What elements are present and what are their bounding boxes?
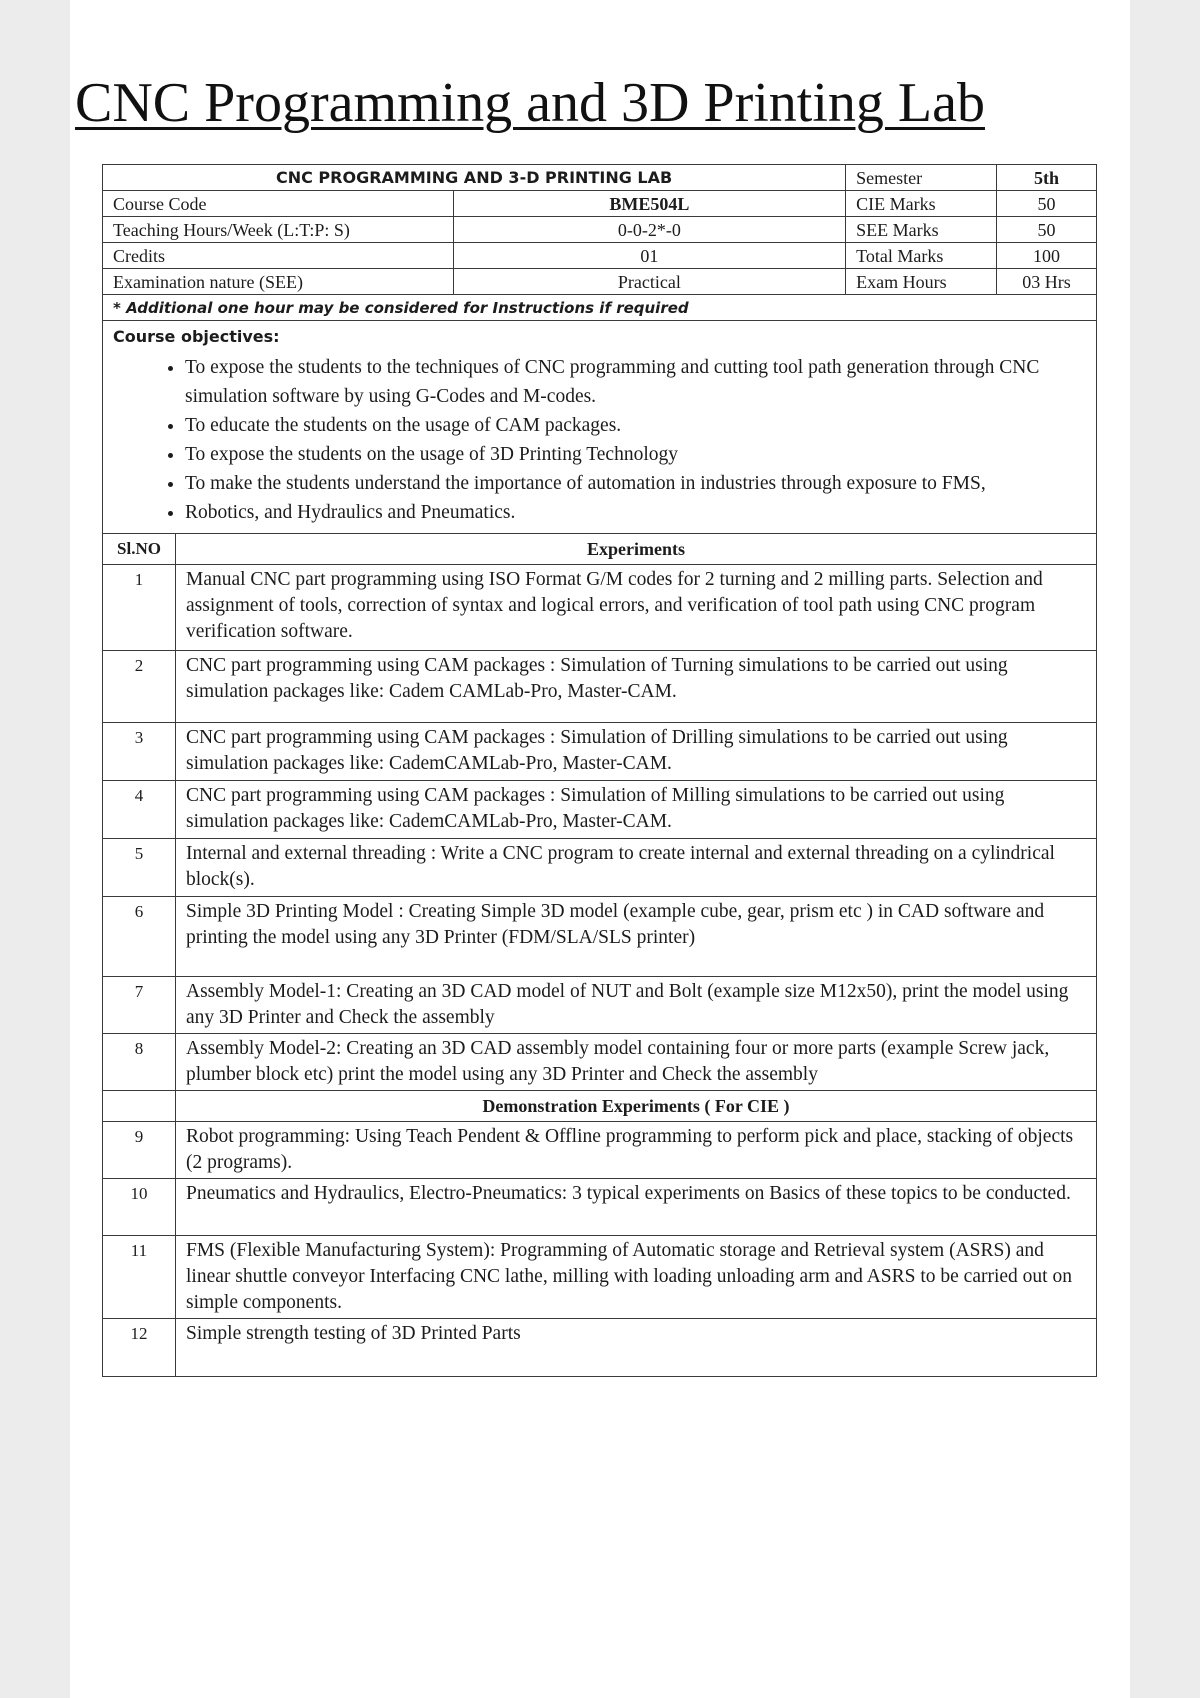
objectives-row [103, 321, 1097, 534]
experiment-number: 4 [103, 780, 176, 838]
marks-label: Total Marks [846, 243, 997, 269]
info-value: Practical [453, 269, 846, 295]
experiment-text [175, 896, 1096, 976]
table-row [103, 1235, 1097, 1318]
table-row [103, 838, 1097, 896]
experiment-number: 3 [103, 722, 176, 780]
table-row [103, 896, 1097, 976]
experiment-number: 8 [103, 1033, 176, 1090]
experiment-text: Simple strength testing of 3D Printed Parts [175, 1318, 1096, 1376]
experiment-text: Assembly Model-2: Creating an 3D CAD assembly model containing four or more parts (example Screw jack, plumber block etc) print the model using any 3D Printer and Check the assembly [175, 1033, 1096, 1090]
course-name: CNC PROGRAMMING AND 3-D PRINTING LAB [103, 165, 846, 191]
experiment-number: 12 [103, 1318, 176, 1376]
table-row [103, 1178, 1097, 1235]
table-row [103, 564, 1097, 650]
course-objectives [103, 321, 1097, 534]
marks-value: 100 [997, 243, 1097, 269]
demo-header-spacer [103, 1090, 176, 1121]
marks-label: Exam Hours [846, 269, 997, 295]
experiment-number: 11 [103, 1235, 176, 1318]
info-row [103, 191, 1097, 217]
course-name-row [103, 165, 1097, 191]
info-value: 0-0-2*-0 [453, 217, 846, 243]
info-value: 01 [453, 243, 846, 269]
objective-item: • To educate the students on the usage of CAM packages. [185, 411, 1086, 440]
instructions-note: * Additional one hour may be considered for Instructions if required [103, 295, 1097, 321]
table-row [103, 650, 1097, 722]
note-row [103, 295, 1097, 321]
experiments-header: Experiments [175, 533, 1096, 564]
info-row [103, 243, 1097, 269]
marks-value: 03 Hrs [997, 269, 1097, 295]
marks-label: SEE Marks [846, 217, 997, 243]
experiments-header-row [103, 533, 1097, 564]
experiment-text: Assembly Model-1: Creating an 3D CAD model of NUT and Bolt (example size M12x50), print the model using any 3D Printer and Check the assembly [175, 976, 1096, 1033]
experiment-text: Manual CNC part programming using ISO Format G/M codes for 2 turning and 2 milling parts. Selection and assignment of tools, correction of syntax and logical errors, and verification of tool path using CNC program verification software. [175, 564, 1096, 650]
experiment-number: 1 [103, 564, 176, 650]
table-row [103, 976, 1097, 1033]
objective-item: • Robotics, and Hydraulics and Pneumatics. [185, 498, 1086, 527]
experiment-number: 9 [103, 1121, 176, 1178]
experiment-number: 2 [103, 650, 176, 722]
info-row [103, 217, 1097, 243]
objectives-heading: Course objectives: [113, 327, 280, 346]
semester-label: Semester [846, 165, 997, 191]
objectives-list [113, 353, 1086, 527]
info-label: Credits [103, 243, 454, 269]
experiment-number: 5 [103, 838, 176, 896]
objective-item: • To expose the students to the techniques of CNC programming and cutting tool path generation through CNC simulation software by using G-Codes and M-codes. [185, 353, 1086, 411]
experiment-text: CNC part programming using CAM packages : Simulation of Milling simulations to be carried out using simulation packages like: CademCAMLab-Pro, Master-CAM. [175, 780, 1096, 838]
experiment-text-line: printing the model using any 3D Printer (FDM/SLA/SLS printer) [185, 926, 696, 948]
table-row [103, 1121, 1097, 1178]
experiment-text: CNC part programming using CAM packages : Simulation of Turning simulations to be carried out using simulation packages like: Cadem CAMLab-Pro, Master-CAM. [175, 650, 1096, 722]
experiment-number: 6 [103, 896, 176, 976]
experiments-table [102, 533, 1097, 1377]
semester-value: 5th [997, 165, 1097, 191]
demo-experiments-header: Demonstration Experiments ( For CIE ) [175, 1090, 1096, 1121]
table-row [103, 780, 1097, 838]
experiment-text: Robot programming: Using Teach Pendent & Offline programming to perform pick and place, stacking of objects (2 programs). [175, 1121, 1096, 1178]
experiment-text: Pneumatics and Hydraulics, Electro-Pneumatics: 3 typical experiments on Basics of these topics to be conducted. [175, 1178, 1096, 1235]
experiment-text: FMS (Flexible Manufacturing System): Programming of Automatic storage and Retrieval system (ASRS) and linear shuttle conveyor Interfacing CNC lathe, milling with loading unloading arm and ASRS to be carried out on simple components. [175, 1235, 1096, 1318]
table-row [103, 1033, 1097, 1090]
experiment-number: 10 [103, 1178, 176, 1235]
experiment-text: Internal and external threading : Write a CNC program to create internal and external threading on a cylindrical block(s). [175, 838, 1096, 896]
marks-value: 50 [997, 191, 1097, 217]
info-label: Course Code [103, 191, 454, 217]
objective-item: • To expose the students on the usage of 3D Printing Technology [185, 440, 1086, 469]
demo-header-row [103, 1090, 1097, 1121]
info-label: Examination nature (SEE) [103, 269, 454, 295]
info-value: BME504L [453, 191, 846, 217]
slno-header: Sl.NO [103, 533, 176, 564]
experiment-text-line: Simple 3D Printing Model : Creating Simple 3D model (example cube, gear, prism etc ) in CAD software and [185, 900, 1045, 922]
marks-value: 50 [997, 217, 1097, 243]
info-label: Teaching Hours/Week (L:T:P: S) [103, 217, 454, 243]
info-row [103, 269, 1097, 295]
document-title: CNC Programming and 3D Printing Lab [75, 72, 985, 134]
table-row [103, 722, 1097, 780]
marks-label: CIE Marks [846, 191, 997, 217]
experiment-number: 7 [103, 976, 176, 1033]
experiment-text: CNC part programming using CAM packages : Simulation of Drilling simulations to be carried out using simulation packages like: CademCAMLab-Pro, Master-CAM. [175, 722, 1096, 780]
objective-item: • To make the students understand the importance of automation in industries through exposure to FMS, [185, 469, 1086, 498]
table-row [103, 1318, 1097, 1376]
course-info-table [102, 164, 1097, 534]
